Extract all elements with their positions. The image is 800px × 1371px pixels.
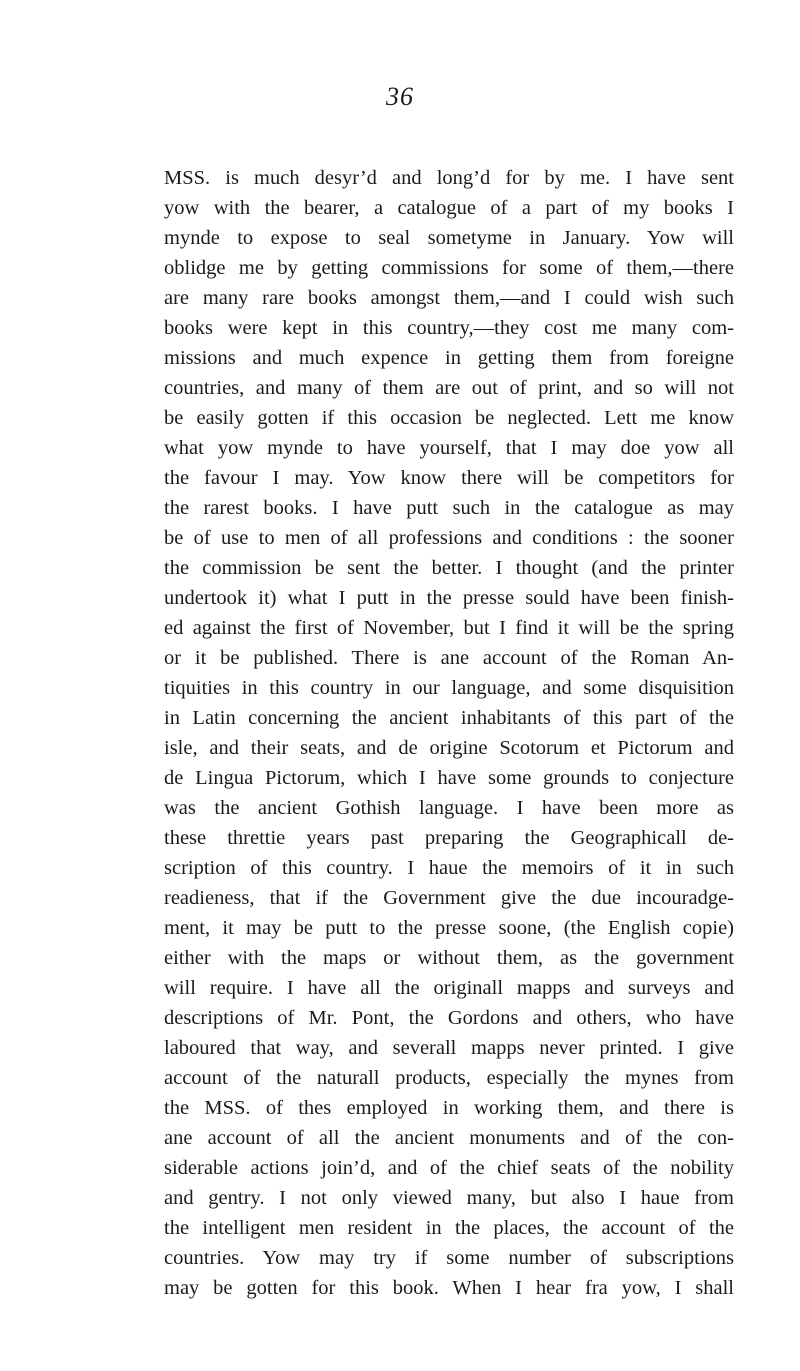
text-line: isle, and their seats, and de origine Scotorum et Pictorum and: [164, 737, 734, 759]
text-line: either with the maps or without them, as the government: [164, 947, 734, 969]
text-line: and gentry. I not only viewed many, but also I haue from: [164, 1187, 734, 1209]
text-line: mynde to expose to seal sometyme in January. Yow will: [164, 227, 734, 249]
text-line: de Lingua Pictorum, which I have some grounds to conjecture: [164, 767, 734, 789]
text-line: the favour I may. Yow know there will be competitors for: [164, 467, 734, 489]
text-line: tiquities in this country in our language, and some disquisition: [164, 677, 734, 699]
text-line: will require. I have all the originall mapps and surveys and: [164, 977, 734, 999]
text-line: laboured that way, and severall mapps never printed. I give: [164, 1037, 734, 1059]
text-line: ed against the first of November, but I find it will be the spring: [164, 617, 734, 639]
text-line: ane account of all the ancient monuments and of the con-: [164, 1127, 734, 1149]
text-line: missions and much expence in getting them from foreigne: [164, 347, 734, 369]
page-number: 36: [386, 82, 414, 111]
text-line: countries. Yow may try if some number of subscriptions: [164, 1247, 734, 1269]
text-line: ment, it may be putt to the presse soone, (the English copie): [164, 917, 734, 939]
text-line: these threttie years past preparing the Geographicall de-: [164, 827, 734, 849]
text-line: siderable actions join’d, and of the chief seats of the nobility: [164, 1157, 734, 1179]
text-line: or it be published. There is ane account of the Roman An-: [164, 647, 734, 669]
text-line: yow with the bearer, a catalogue of a part of my books I: [164, 197, 734, 219]
text-line: what yow mynde to have yourself, that I may doe yow all: [164, 437, 734, 459]
text-line: may be gotten for this book. When I hear fra yow, I shall: [164, 1277, 734, 1299]
text-line: scription of this country. I haue the memoirs of it in such: [164, 857, 734, 879]
text-line: readieness, that if the Government give the due incouradge-: [164, 887, 734, 909]
text-line: the MSS. of thes employed in working them, and there is: [164, 1097, 734, 1119]
text-line: be easily gotten if this occasion be neglected. Lett me know: [164, 407, 734, 429]
text-line: the intelligent men resident in the places, the account of the: [164, 1217, 734, 1239]
text-line: be of use to men of all professions and conditions : the sooner: [164, 527, 734, 549]
text-line: MSS. is much desyr’d and long’d for by me. I have sent: [164, 167, 734, 189]
text-line: books were kept in this country,—they cost me many com-: [164, 317, 734, 339]
text-line: was the ancient Gothish language. I have been more as: [164, 797, 734, 819]
text-line: the commission be sent the better. I thought (and the printer: [164, 557, 734, 579]
text-line: countries, and many of them are out of print, and so will not: [164, 377, 734, 399]
body-text: [164, 163, 734, 1303]
text-line: descriptions of Mr. Pont, the Gordons and others, who have: [164, 1007, 734, 1029]
text-line: account of the naturall products, especially the mynes from: [164, 1067, 734, 1089]
text-line: undertook it) what I putt in the presse sould have been finish-: [164, 587, 734, 609]
text-line: are many rare books amongst them,—and I could wish such: [164, 287, 734, 309]
text-line: in Latin concerning the ancient inhabitants of this part of the: [164, 707, 734, 729]
text-line: oblidge me by getting commissions for some of them,—there: [164, 257, 734, 279]
text-line: the rarest books. I have putt such in the catalogue as may: [164, 497, 734, 519]
